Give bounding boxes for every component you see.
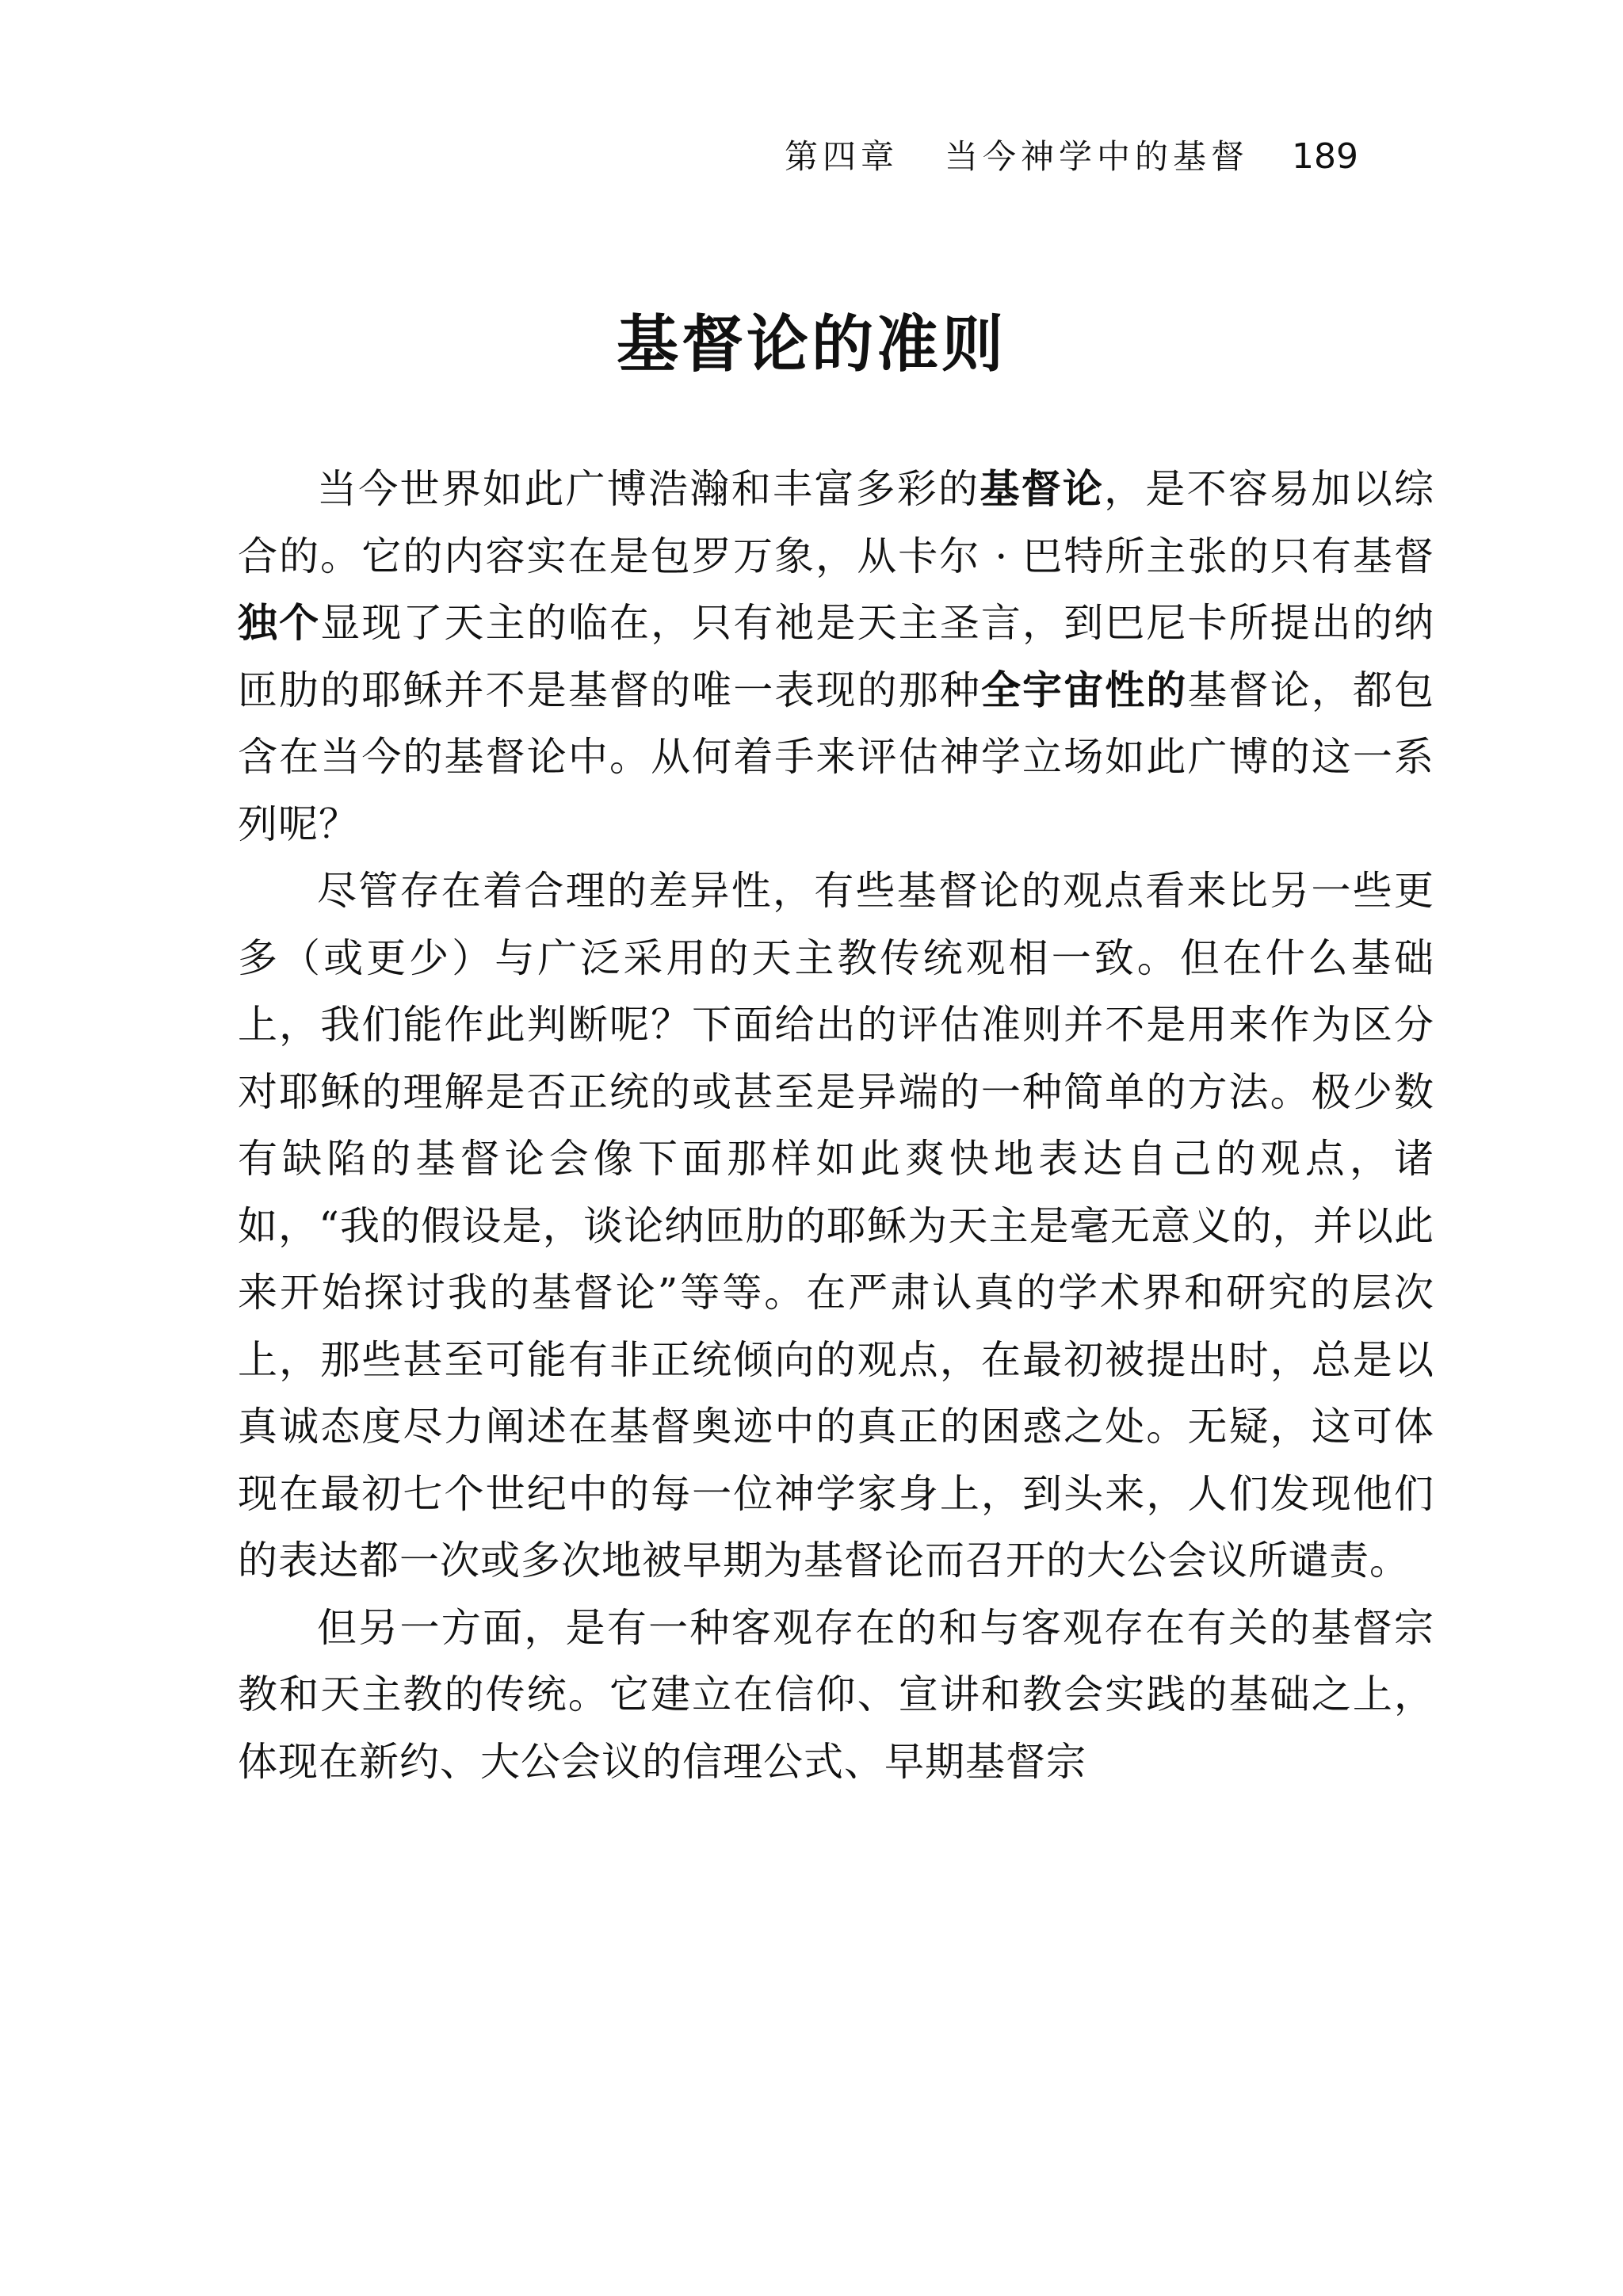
emphasis-christology: 基督论 bbox=[980, 466, 1105, 512]
section-title: 当今神学中的基督 bbox=[945, 137, 1250, 176]
page-number: 189 bbox=[1292, 136, 1359, 177]
paragraph-1-text-a: 当今世界如此广博浩瀚和丰富多彩的 bbox=[317, 466, 980, 512]
page-title: 基督论的准则 bbox=[616, 309, 1006, 380]
paragraph-1-text-d: 基督论，都包含在当今的基督论中。从何着手来评估神学立场如此广博的这一系列呢？ bbox=[238, 667, 1435, 847]
paragraph-3: 但另一方面，是有一种客观存在的和与客观存在有关的基督宗教和天主教的传统。它建立在信仰、宣讲和教会实践的基础之上，体现在新约、大公会议的信理公式、早期基督宗 bbox=[238, 1604, 1434, 1785]
body-text bbox=[238, 456, 1434, 1795]
chapter-label: 第四章 bbox=[785, 137, 899, 176]
emphasis-only: 独个 bbox=[238, 600, 321, 646]
running-head bbox=[785, 133, 1419, 181]
paragraph-2: 尽管存在着合理的差异性，有些基督论的观点看来比另一些更多（或更少）与广泛采用的天主教传统观相一致。但在什么基础上，我们能作此判断呢？下面给出的评估准则并不是用来作为区分对耶稣的理解是否正统的或甚至是异端的一种简单的方法。极少数有缺陷的基督论会像下面那样如此爽快地表达自己的观点，诸如，“我的假设是，谈论纳匝肋的耶稣为天主是毫无意义的，并以此来开始探讨我的基督论”等等。在严肃认真的学术界和研究的层次上，那些甚至可能有非正统倾向的观点，在最初被提出时，总是以真诚态度尽力阐述在基督奥迹中的真正的困惑之处。无疑，这可体现在最初七个世纪中的每一位神学家身上，到头来，人们发现他们的表达都一次或多次地被早期为基督论而召开的大公会议所谴责。 bbox=[238, 868, 1434, 1584]
emphasis-cosmic: 全宇宙性的 bbox=[980, 667, 1188, 713]
paragraph-1-text-b: ，是不容易加以综合的。它的内容实在是包罗万象，从卡尔 · 巴特所主张的只有基督 bbox=[238, 466, 1435, 579]
paragraph-1-text-c: 显现了天主的临在，只有祂是天主圣言，到巴尼卡所提出的纳匝肋的耶稣并不是基督的唯一表现的那种 bbox=[238, 600, 1435, 713]
paragraph-1 bbox=[238, 456, 1434, 858]
